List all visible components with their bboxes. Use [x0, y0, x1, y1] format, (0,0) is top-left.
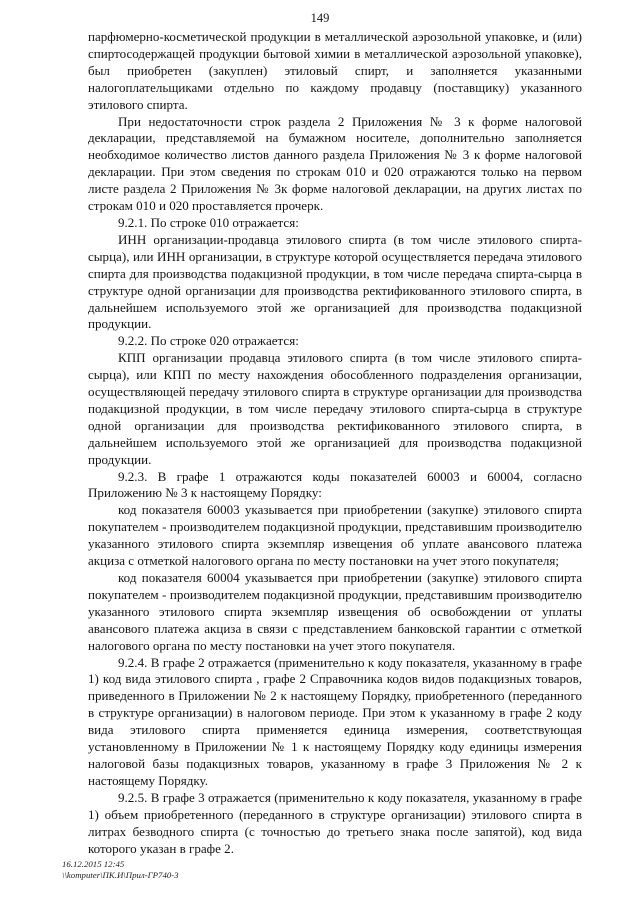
- paragraph-code-60004: код показателя 60004 указывается при приобретении (закупке) этилового спирта покупателем - производителем подакцизной продукции, представившим производителю указанного этилового спирта экземпляр извещения об освобождении от уплаты авансового платежа акциза в связи с представлением банковской гарантии с отметкой налогового органа по месту постановки на учет этого покупателя.: [88, 570, 582, 653]
- paragraph-9-2-5: 9.2.5. В графе 3 отражается (применительно к коду показателя, указанному в графе 1) объем приобретенного (переданного в структуре организации) этилового спирта в литрах безводного спирта (с точностью до третьего знака после запятой), код вида которого указан в графе 2.: [88, 789, 582, 856]
- paragraph-heading-9-2-2: 9.2.2. По строке 020 отражается:: [118, 333, 299, 349]
- footer-timestamp: 16.12.2015 12:45: [62, 859, 125, 869]
- paragraph: парфюмерно-косметической продукции в металлической аэрозольной упаковке, и (или) спиртосодержащей продукции бытовой химии в металлической аэрозольной упаковке), был приобретен (закуплен) этиловый спирт, и заполняется указанными налогоплательщиками отдельно по каждому продавцу (поставщику) указанного этилового спирта.: [88, 29, 582, 112]
- paragraph-9-2-3: 9.2.3. В графе 1 отражаются коды показателей 60003 и 60004, согласно Приложению № 3 к настоящему Порядку:: [88, 468, 582, 501]
- document-body: [88, 29, 582, 857]
- document-footer: [62, 859, 179, 880]
- paragraph: ИНН организации-продавца этилового спирта (в том числе этилового спирта-сырца), или ИНН организации, в структуре которой осуществляется передача этилового спирта для производства подакцизной продукции, в том числе передача спирта-сырца в структуре одной организации для производства ректификованного этилового спирта, в дальнейшем используемого этой же организацией для производства подакцизной продукции.: [88, 231, 582, 332]
- footer-file-path: \\komputer\ПК.И\Прил-ГР740-3: [62, 869, 179, 880]
- paragraph-heading-9-2-1: 9.2.1. По строке 010 отражается:: [118, 214, 299, 230]
- paragraph-9-2-4: 9.2.4. В графе 2 отражается (применительно к коду показателя, указанному в графе 1) код вида этилового спирта , графе 2 Справочника кодов видов подакцизных товаров, приведенного в Приложении № 2 к настоящему Порядку, приобретенного (переданного в структуре организации) в налоговом периоде. При этом к указанному в графе 2 коду вида этилового спирта применяется единица измерения, соответствующая установленному в Приложении № 1 к настоящему Порядку коду единицы измерения налоговой базы подакцизных товаров, указанному в графе 3 Приложения № 2 к настоящему Порядку.: [88, 654, 582, 788]
- page-number: 149: [310, 11, 330, 25]
- paragraph: При недостаточности строк раздела 2 Приложения № 3 к форме налоговой декларации, представляемой на бумажном носителе, дополнительно заполняется необходимое количество листов данного раздела Приложения № 3 к форме налоговой декларации. При этом сведения по строкам 010 и 020 отражаются только на первом листе раздела 2 Приложения № 3к форме налоговой декларации, на других листах по строкам 010 и 020 проставляется прочерк.: [88, 113, 582, 214]
- paragraph: КПП организации продавца этилового спирта (в том числе этилового спирта-сырца), или КПП по месту нахождения обособленного подразделения организации, осуществляющей передачу этилового спирта в структуре организации для производства подакцизной продукции, в том числе передачу этилового спирта-сырца в структуре одной организации для производства ректификованного этилового спирта, в дальнейшем используемого этой же организацией для производства подакцизной продукции.: [88, 350, 582, 467]
- paragraph-code-60003: код показателя 60003 указывается при приобретении (закупке) этилового спирта покупателем - производителем подакцизной продукции, представившим производителю указанного этилового спирта экземпляр извещения об уплате авансового платежа акциза с отметкой налогового органа по месту постановки на учет этого покупателя;: [88, 502, 582, 569]
